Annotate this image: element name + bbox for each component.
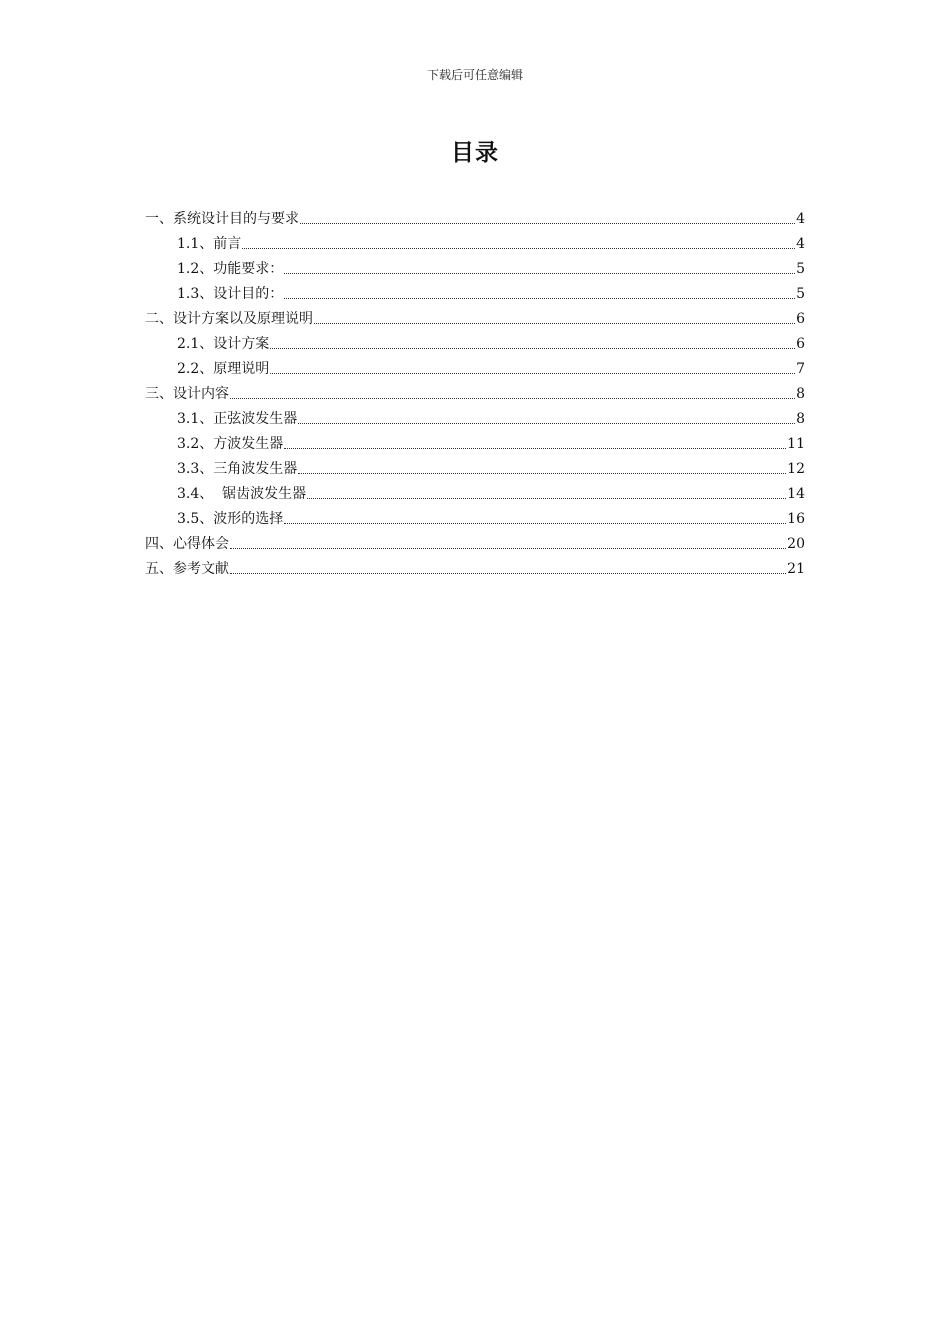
- toc-entry-label: 四、心得体会: [145, 536, 229, 552]
- toc-leader-dots: [270, 373, 795, 374]
- toc-entry-label: 1.1、前言: [177, 236, 242, 252]
- toc-entry-page: 16: [787, 511, 805, 527]
- toc-leader-dots: [230, 398, 795, 399]
- toc-entry-label: 3.1、正弦波发生器: [177, 411, 298, 427]
- toc-leader-dots: [242, 248, 795, 249]
- toc-entry-label: 2.2、原理说明: [177, 361, 270, 377]
- toc-entry-3-4[interactable]: [145, 478, 805, 503]
- toc-entry-page: 4: [796, 211, 805, 227]
- toc-entry-page: 6: [796, 336, 805, 352]
- toc-entry-3-5[interactable]: [145, 503, 805, 528]
- toc-entry-label: 三、设计内容: [145, 386, 229, 402]
- toc-leader-dots: [270, 348, 795, 349]
- toc-entry-label: 五、参考文献: [145, 561, 229, 577]
- toc-entry-3-1[interactable]: [145, 403, 805, 428]
- page-header-note: 下载后可任意编辑: [426, 68, 523, 82]
- toc-leader-dots: [314, 323, 795, 324]
- toc-entry-2-2[interactable]: [145, 353, 805, 378]
- toc-entry-3-3[interactable]: [145, 453, 805, 478]
- toc-entry-label: 一、系统设计目的与要求: [145, 211, 299, 227]
- toc-entry-page: 8: [796, 386, 805, 402]
- toc-entry-page: 20: [787, 536, 805, 552]
- toc-entry-page: 5: [796, 286, 805, 302]
- toc-entry-2-1[interactable]: [145, 328, 805, 353]
- toc-entry-1-3[interactable]: [145, 278, 805, 303]
- toc-leader-dots: [284, 523, 786, 524]
- toc-entry-page: 12: [787, 461, 805, 477]
- toc-entry-label: 3.3、三角波发生器: [177, 461, 298, 477]
- toc-leader-dots: [230, 573, 786, 574]
- toc-entry-2[interactable]: [145, 303, 805, 328]
- toc-leader-dots: [298, 473, 786, 474]
- toc-entry-label: 2.1、设计方案: [177, 336, 270, 352]
- toc-entry-page: 6: [796, 311, 805, 327]
- toc-entry-label: 1.2、功能要求：: [177, 261, 284, 277]
- toc-leader-dots: [300, 223, 795, 224]
- toc-entry-4[interactable]: [145, 528, 805, 553]
- toc-entry-3[interactable]: [145, 378, 805, 403]
- table-of-contents: [145, 203, 805, 578]
- toc-leader-dots: [284, 298, 795, 299]
- toc-entry-page: 14: [787, 486, 805, 502]
- toc-entry-3-2[interactable]: [145, 428, 805, 453]
- toc-leader-dots: [298, 423, 795, 424]
- toc-leader-dots: [284, 448, 786, 449]
- toc-entry-label: 3.2、方波发生器: [177, 436, 284, 452]
- toc-entry-1-1[interactable]: [145, 228, 805, 253]
- page-title: 目录: [451, 140, 499, 166]
- toc-entry-label: 二、设计方案以及原理说明: [145, 311, 313, 327]
- toc-entry-page: 7: [796, 361, 805, 377]
- toc-entry-5[interactable]: [145, 553, 805, 578]
- toc-entry-page: 11: [787, 436, 805, 452]
- toc-entry-1[interactable]: [145, 203, 805, 228]
- toc-leader-dots: [284, 273, 795, 274]
- toc-entry-page: 5: [796, 261, 805, 277]
- toc-entry-page: 21: [787, 561, 805, 577]
- toc-entry-label: 3.4、 锯齿波发生器: [177, 486, 307, 502]
- toc-entry-page: 8: [796, 411, 805, 427]
- toc-leader-dots: [230, 548, 786, 549]
- toc-entry-page: 4: [796, 236, 805, 252]
- toc-entry-label: 1.3、设计目的：: [177, 286, 284, 302]
- toc-entry-1-2[interactable]: [145, 253, 805, 278]
- toc-entry-label: 3.5、波形的选择: [177, 511, 284, 527]
- toc-leader-dots: [307, 498, 786, 499]
